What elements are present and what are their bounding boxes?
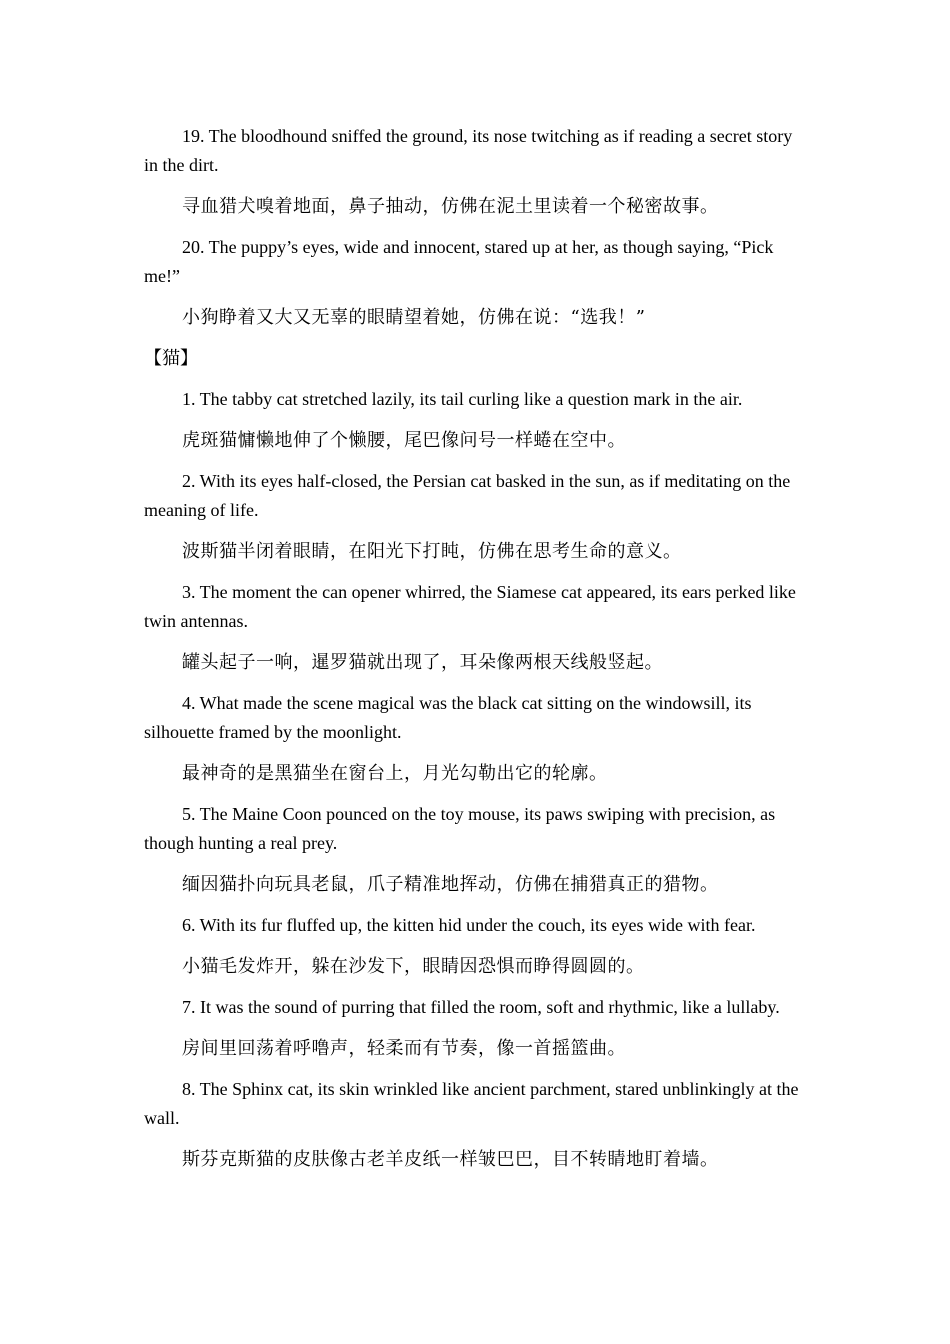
cat-sentence-zh-4: 最神奇的是黑猫坐在窗台上，月光勾勒出它的轮廓。	[182, 763, 608, 784]
sentence-en-19: 19. The bloodhound sniffed the ground, its nose twitching as if reading a secret story in the dirt.	[144, 126, 793, 175]
cat-sentence-zh-6: 小猫毛发炸开，躲在沙发下，眼睛因恐惧而睁得圆圆的。	[182, 956, 645, 977]
sentence-en-20: 20. The puppy’s eyes, wide and innocent, stared up at her, as though saying, “Pick me!”	[144, 237, 774, 286]
cat-sentence-en-6: 6. With its fur fluffed up, the kitten hid under the couch, its eyes wide with fear.	[182, 915, 756, 935]
cat-sentence-en-2: 2. With its eyes half-closed, the Persian cat basked in the sun, as if meditating on the meaning of life.	[144, 471, 791, 520]
sentence-zh-19: 寻血猎犬嗅着地面，鼻子抽动，仿佛在泥土里读着一个秘密故事。	[182, 196, 719, 217]
document-page	[144, 122, 804, 1186]
section-heading-cat: 【猫】	[144, 348, 198, 369]
cat-sentence-zh-3: 罐头起子一响，暹罗猫就出现了，耳朵像两根天线般竖起。	[182, 652, 663, 673]
cat-sentence-en-4: 4. What made the scene magical was the black cat sitting on the windowsill, its silhouette framed by the moonlight.	[144, 693, 752, 742]
cat-sentence-zh-2: 波斯猫半闭着眼睛，在阳光下打盹，仿佛在思考生命的意义。	[182, 541, 682, 562]
cat-sentence-zh-8: 斯芬克斯猫的皮肤像古老羊皮纸一样皱巴巴，目不转睛地盯着墙。	[182, 1149, 719, 1170]
cat-sentence-en-8: 8. The Sphinx cat, its skin wrinkled like ancient parchment, stared unblinkingly at the wall.	[144, 1079, 799, 1128]
cat-sentence-en-1: 1. The tabby cat stretched lazily, its tail curling like a question mark in the air.	[182, 389, 743, 409]
cat-sentence-zh-5: 缅因猫扑向玩具老鼠，爪子精准地挥动，仿佛在捕猎真正的猎物。	[182, 874, 719, 895]
cat-sentence-en-3: 3. The moment the can opener whirred, the Siamese cat appeared, its ears perked like twin antennas.	[144, 582, 796, 631]
cat-sentence-en-5: 5. The Maine Coon pounced on the toy mouse, its paws swiping with precision, as though hunting a real prey.	[144, 804, 776, 853]
cat-sentence-en-7: 7. It was the sound of purring that filled the room, soft and rhythmic, like a lullaby.	[182, 997, 780, 1017]
cat-sentence-zh-1: 虎斑猫慵懒地伸了个懒腰，尾巴像问号一样蜷在空中。	[182, 430, 626, 451]
cat-sentence-zh-7: 房间里回荡着呼噜声，轻柔而有节奏，像一首摇篮曲。	[182, 1038, 626, 1059]
sentence-zh-20: 小狗睁着又大又无辜的眼睛望着她，仿佛在说：“选我！”	[182, 307, 646, 328]
